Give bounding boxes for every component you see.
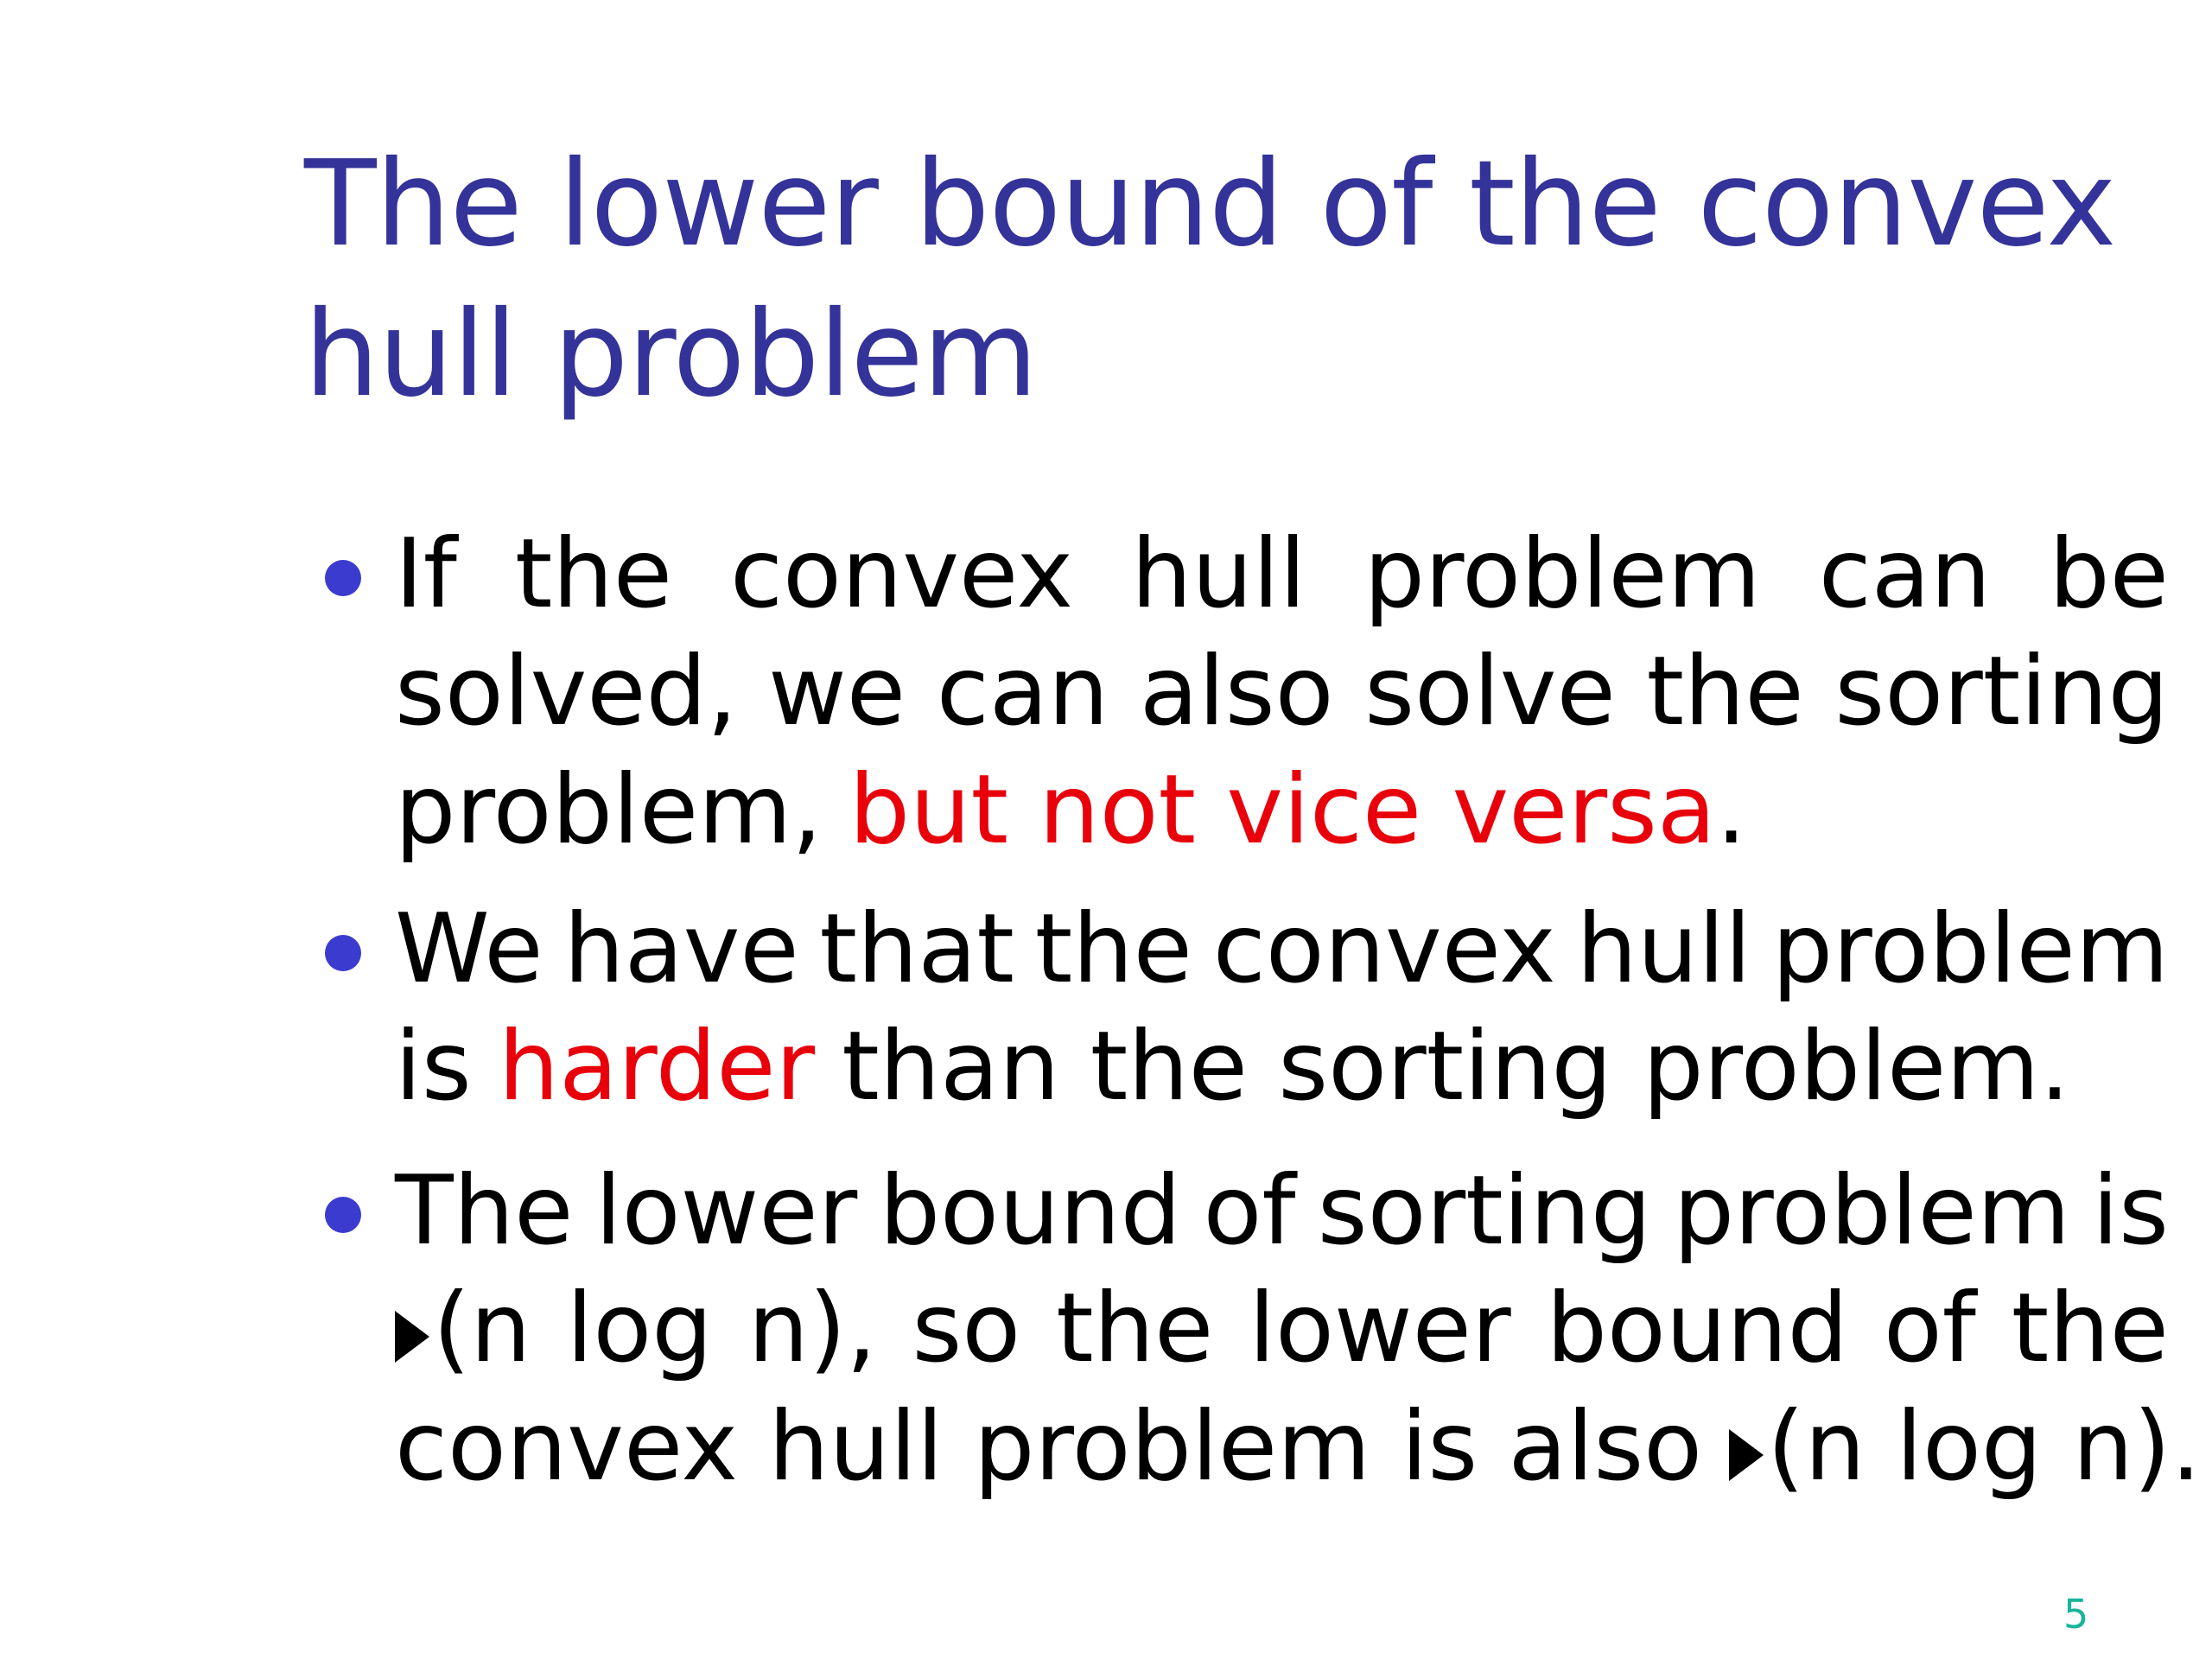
bullet-1-line-2: solved, we can also solve the sorting bbox=[395, 636, 2169, 747]
page-number: 5 bbox=[2063, 1591, 2089, 1637]
bullet-1-line-3: problem, but not vice versa . bbox=[395, 754, 1747, 866]
emphasis-text: harder bbox=[498, 1011, 816, 1122]
bullet-3-line-1: The lower bound of sorting problem is bbox=[395, 1155, 2169, 1267]
bullet-icon bbox=[325, 935, 361, 971]
slide-title-line-2: hull problem bbox=[304, 286, 1038, 423]
theta-glyph-icon bbox=[1729, 1429, 1764, 1481]
bullet-3-line-2: (n log n), so the lower bound of the bbox=[395, 1274, 2169, 1382]
bullet-1-line-1: If the convex hull problem can be bbox=[395, 518, 2169, 630]
emphasis-text: but not vice versa bbox=[849, 754, 1716, 866]
bullet-3-line-3: convex hull problem is also (n log n). bbox=[395, 1391, 2202, 1503]
bullet-2-line-1: We have that the convex hull problem bbox=[395, 893, 2169, 1005]
theta-glyph-icon bbox=[395, 1311, 429, 1363]
slide-title-line-1: The lower bound of the convex bbox=[304, 136, 2116, 273]
bullet-icon bbox=[325, 1197, 361, 1233]
bullet-icon bbox=[325, 560, 361, 596]
bullet-2-line-2: is harder than the sorting problem. bbox=[395, 1011, 2070, 1122]
